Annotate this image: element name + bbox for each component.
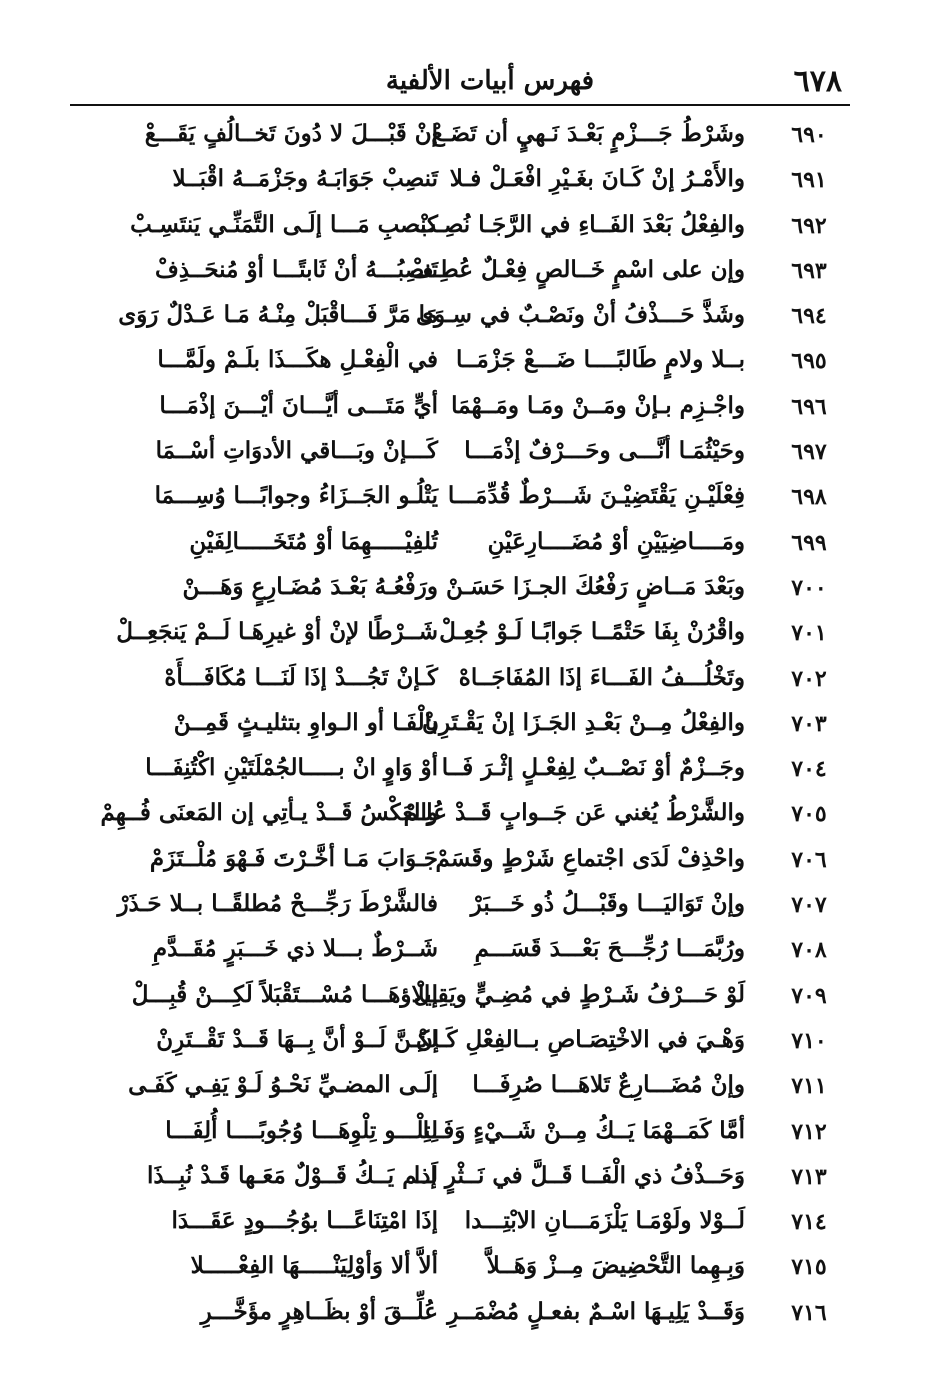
verse-number: ٧١٢ (791, 1118, 827, 1145)
verse-second-hemistich: إذَا امْتِنَاعًـــا بوُجُـــودٍ عَقَـــدَا (171, 1207, 438, 1235)
verse-row (70, 254, 850, 299)
verse-second-hemistich: يَتْلُـو الجَــزَاءُ وجوابًـــا وُسِـــمَا (154, 482, 438, 510)
verse-second-hemistich: أوْ وَاوٍ انْ بـــــالجُمْلَتَيْنِ اكْتُنِفَـــا (145, 754, 438, 782)
verse-row (70, 662, 850, 707)
verse-second-hemistich: لَــم يَــكُ قَــوْلٌ مَعَـها قَـدْ نُبِــذَا (146, 1161, 438, 1189)
verse-row (70, 299, 850, 344)
verse-number: ٦٩٧ (791, 439, 827, 466)
verse-row (70, 979, 850, 1024)
page-header (70, 62, 850, 106)
verse-number: ٦٩٣ (791, 257, 827, 284)
verse-number: ٧١٠ (791, 1027, 827, 1054)
verse-number: ٦٩٠ (791, 122, 827, 148)
verse-row (70, 933, 850, 978)
verse-first-hemistich: وَحَــذْفُ ذي الْفَــا قَــلَّ في نَــثْرٍ إذا (413, 1161, 745, 1189)
verse-first-hemistich: وَبِـهِما التَّحْضِيضَ مِــزْ وَهَــلاَّ (486, 1252, 745, 1280)
verse-number: ٦٩٢ (791, 212, 827, 239)
verse-number: ٦٩٨ (791, 484, 827, 511)
verse-number: ٧١١ (791, 1073, 827, 1100)
verse-number: ٧٠٩ (791, 982, 827, 1009)
verse-second-hemistich: شَــرْطًا لإنْ أوْ غيرِهَـا لَــمْ يَنجَعِــلْ (116, 618, 438, 646)
verse-number: ٧٠٠ (791, 574, 827, 601)
verse-first-hemistich: لَــوْلا ولَوْمَـا يَلْزَمَـــانِ الابْتِـــدا (464, 1207, 745, 1235)
verse-first-hemistich: وبَعْدَ مَــاضٍ رَفْعُكَ الجـزَا حَسَـنْ (446, 572, 745, 600)
verse-number: ٧١٦ (791, 1299, 827, 1326)
verse-first-hemistich: وإن على اسْمٍ خَــالصٍ فِعْـلٌ عُطِـفْ (409, 255, 745, 283)
verse-row (70, 1024, 850, 1069)
verse-row (70, 163, 850, 208)
verse-first-hemistich: بــلا ولامٍ طَالبًــــا ضَـــعْ جَزْمَــا (455, 346, 745, 374)
verse-first-hemistich: والفِعْلُ بَعْدَ الفَــاءِ في الرَّجَـا نُصِـبْ (414, 210, 745, 238)
verse-number: ٧٠٢ (791, 665, 827, 692)
verse-second-hemistich: شَــرْطٌ بـــلا ذي خَـــبَرٍ مُقَــدَّمِ (152, 935, 438, 963)
verse-row (70, 480, 850, 525)
verse-first-hemistich: وشَرْطُ جَـــزْمٍ بَعْـدَ نَـهيٍ أن تَضَـعْ (431, 120, 745, 147)
verse-first-hemistich: والفِعْلُ مِــنْ بَعْـدِ الجَـزَا إنْ يَقْـتَرِنْ (422, 708, 745, 736)
verse-row (70, 526, 850, 571)
verse-row (70, 1205, 850, 1250)
running-title: فهرس أبيات الألفية (385, 66, 595, 96)
verse-first-hemistich: واقْرُنْ بِفَا حَتْمًــا جَوابًـا لَـوْ جُعِـلْ (439, 618, 745, 646)
verse-row (70, 435, 850, 480)
verse-row (70, 1160, 850, 1205)
verse-list (70, 118, 850, 1341)
verse-second-hemistich: في الْفِعْـلِ هكَـــذَا بلَـمْ ولَمَّـــا (157, 346, 438, 374)
verse-number: ٧٠٦ (791, 846, 827, 873)
verse-number: ٧١٤ (791, 1209, 827, 1236)
verse-second-hemistich: ألاَّ ألا وَأوْلِيَنْـــــهَا الفِعْـــــلا (190, 1252, 438, 1280)
verse-row (70, 390, 850, 435)
verse-row (70, 797, 850, 842)
verse-number: ٧٠٤ (791, 756, 827, 783)
verse-second-hemistich: كنصبِ مَـــا إلَـى التَّمَنِّـي يَنتَسِـبْ (130, 210, 438, 238)
verse-second-hemistich: عُلِّــقَ أوْ بظَــاهِرٍ مؤَخَّـــرِ (200, 1297, 438, 1325)
verse-second-hemistich: والعَكْسُ قَــدْ يـأتِي إن المَعنَى فُــهِمْ (100, 799, 438, 827)
verse-first-hemistich: لَوْ حَـــرْفُ شَـرْطٍ في مُضِـيٍّ ويَقِـلْ (413, 980, 745, 1008)
verse-number: ٧٠٨ (791, 937, 827, 964)
verse-first-hemistich: واجْـزِم بـإنْ ومَــنْ ومَـا ومَــهْمَا (451, 391, 745, 419)
verse-row (70, 843, 850, 888)
verse-second-hemistich: جَـوَابَ مَـا أخَّـرْتَ فَـهْوَ مُلْــتَزَمْ (149, 844, 438, 872)
verse-second-hemistich: تَنصِبْ جَوَابَـهُ وجَزْمَــهُ اقْبَــلا (172, 165, 438, 193)
verse-second-hemistich: مَا مَرَّ فَـــاقْبَلْ مِنْـهُ مَـا عَـدْلٌ رَوَى (118, 301, 438, 329)
verse-number: ٧٠٧ (791, 892, 827, 919)
verse-row (70, 1069, 850, 1114)
verse-second-hemistich: إنْ قَبْـــلَ لا دُونَ تَخــالُفٍ يَقَـــعْ (144, 120, 438, 147)
verse-second-hemistich: تَنصِبُـــهُ أنْ ثَابتًـــا أوْ مُنحَــذِفْ (154, 255, 438, 283)
verse-first-hemistich: ورُبَّمَـــا رُجِّـــحَ بَعْـــدَ قَسَـــمِ (474, 935, 745, 963)
verse-second-hemistich: إيلاؤهَـــا مُسْـــتَقْبَلاً لَكِـــنْ قُبِـــلْ (131, 980, 438, 1008)
verse-number: ٦٩٤ (791, 303, 827, 330)
verse-first-hemistich: وجَــزْمٌ أوْ نَصْــبٌ لِفِعْـلٍ إثْـرَ فَــا (441, 754, 745, 782)
verse-second-hemistich: بالْفَـا أو الـواوِ بتثليـثٍ قَمِــنْ (173, 708, 438, 736)
verse-second-hemistich: كَـــإنْ وبَـــاقي الأدوَاتِ أسْــمَا (155, 437, 438, 465)
verse-first-hemistich: وحَيْثُمَـا أنَّـــى وحَـــرْفٌ إذْمَـــا (464, 437, 745, 465)
verse-row (70, 1296, 850, 1341)
verse-number: ٧٠٥ (791, 801, 827, 828)
verse-second-hemistich: فالشَّرْطَ رَجِّـــحْ مُطلقًــا بــلا حَـذَرْ (117, 890, 438, 918)
verse-number: ٦٩٩ (791, 529, 827, 556)
verse-first-hemistich: ومَــــاضِيَيْنِ أوْ مُضَــــارِعَيْنِ (487, 527, 745, 555)
verse-first-hemistich: أمَّا كَمَــهْمَا يَــكُ مِــنْ شَــيْءٍ وَفَــا (422, 1116, 745, 1144)
verse-second-hemistich: تُلفِيْـــــهِمَا أوْ مُتَخَـــــالِفَيْنِ (189, 527, 438, 555)
verse-number: ٦٩٦ (791, 393, 827, 420)
verse-first-hemistich: وإنْ مُضَـــارِعٌ تَلاهَـــا صُرِفَـــا (472, 1071, 745, 1099)
verse-second-hemistich: لِتِلْـــو تِلْوِهَـــا وُجُوبًــــا أُلِفَـــا (165, 1116, 438, 1144)
verse-number: ٦٩٥ (791, 348, 827, 375)
verse-first-hemistich: والشَّرْطُ يُغني عَن جَــوابٍ قَــدْ عُلِـمْ (403, 799, 745, 827)
verse-number: ٧٠٣ (791, 710, 827, 737)
verse-second-hemistich: إلَـى المضـيِّ نَحْـوُ لَـوْ يَفِـي كَفَـى (128, 1071, 438, 1099)
verse-number: ٧١٥ (791, 1254, 827, 1281)
verse-first-hemistich: وإنْ تَوَاليَـــا وقَبْـــلُ ذُو خَـــبَرْ (470, 890, 745, 918)
verse-row (70, 1115, 850, 1160)
verse-number: ٦٩١ (791, 167, 827, 194)
verse-first-hemistich: وَهْـيَ في الاخْتِصَـاصِ بــالفِعْلِ كَـإنْ (415, 1025, 745, 1053)
verse-second-hemistich: كَـإنْ تَجُـــدْ إذَا لَنَـــا مُكَافَـــأَهْ (164, 663, 438, 691)
verse-row (70, 888, 850, 933)
verse-row (70, 571, 850, 616)
verse-first-hemistich: وشَذَّ حَـــذْفُ أنْ ونَصْـبٌ في سِـوَى (416, 301, 745, 329)
verse-second-hemistich: ورَفْعُـهُ بَعْـدَ مُضَـارِعٍ وَهَـــنْ (182, 572, 438, 600)
page-number: ٦٧٨ (793, 64, 842, 99)
verse-first-hemistich: وتَخْلُـــفُ الفَـــاءَ إذَا المُفَاجَــاهْ (458, 663, 745, 691)
verse-first-hemistich: واحْذِفْ لَدَى اجْتماعِ شَرْطٍ وقَسَمْ (435, 844, 745, 872)
verse-row (70, 752, 850, 797)
verse-row (70, 209, 850, 254)
verse-row (70, 344, 850, 389)
verse-second-hemistich: لكِـنَّ لَــوْ أنَّ بِــهَا قَــدْ تَقْــتَرِنْ (156, 1025, 438, 1053)
verse-number: ٧١٣ (791, 1163, 827, 1190)
verse-row (70, 118, 850, 163)
verse-first-hemistich: وَقَــدْ يَلِيـهَا اسْـمٌ بفعـلٍ مُضْمَــرِ (447, 1297, 745, 1325)
verse-row (70, 616, 850, 661)
verse-first-hemistich: فِعْلَيْـنِ يَقْتَضِيْـنَ شَـــرْطٌ قُدِّمَـــا (447, 482, 745, 510)
verse-row (70, 707, 850, 752)
verse-row (70, 1250, 850, 1295)
verse-number: ٧٠١ (791, 620, 827, 647)
verse-first-hemistich: والأَمْـرُ إنْ كَـانَ بغَـيْرِ افْعَـلْ فـلا (449, 165, 745, 193)
verse-second-hemistich: أيٍّ مَتَـــى أيَّـــانَ أيْـــنَ إذْمَـــا (159, 391, 438, 419)
